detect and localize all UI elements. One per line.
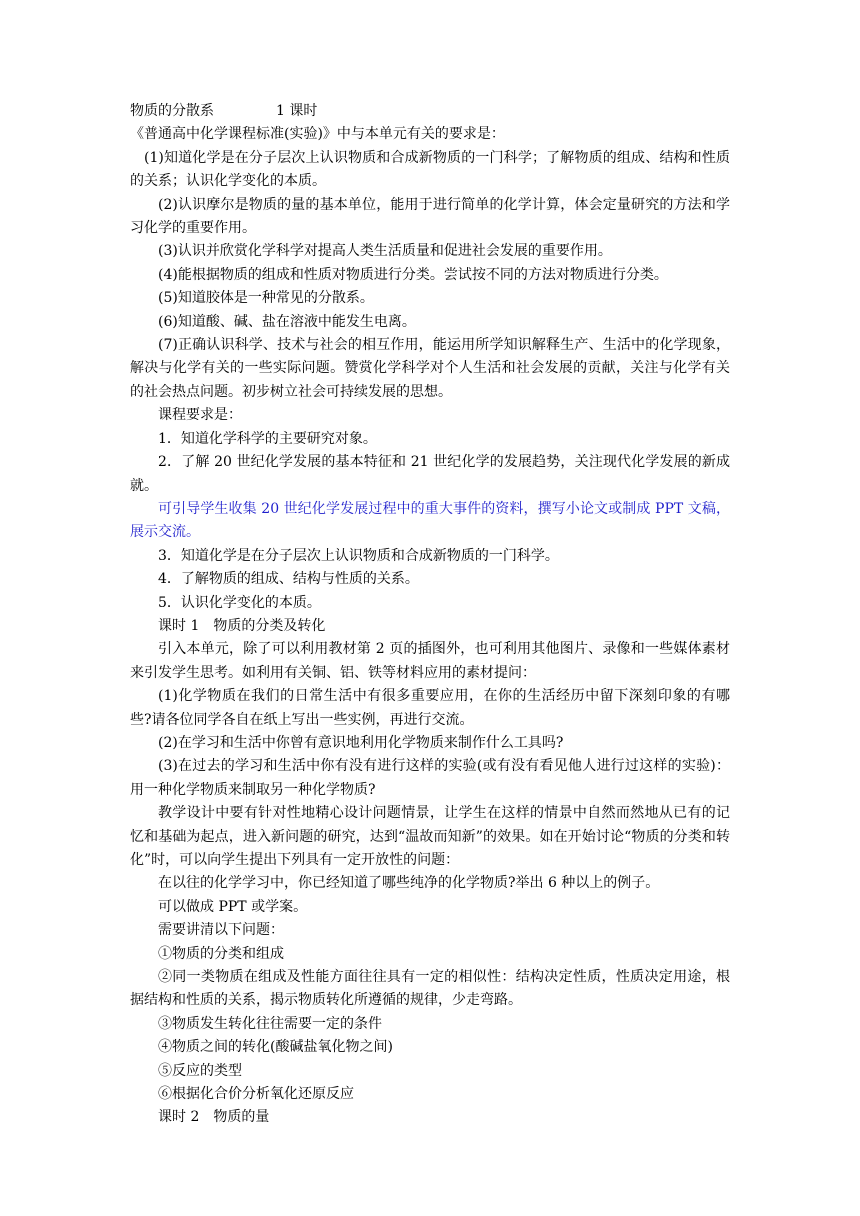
lesson-2-heading: 课时 2 物质的量	[158, 1109, 270, 1126]
lesson-1-question-3: (3)在过去的学习和生活中你有没有进行这样的实验(或有没有看见他人进行过这样的实验)：用一种化学物质来制取另一种化学物质?	[130, 758, 730, 798]
issue-item-4: ④物质之间的转化(酸碱盐氧化物之间)	[158, 1039, 393, 1056]
standard-item-3: (3)认识并欣赏化学科学对提高人类生活质量和促进社会发展的重要作用。	[158, 243, 612, 260]
teaching-design-paragraph: 教学设计中要有针对性地精心设计问题情景，让学生在这样的情景中自然而然地从已有的记忆和基础为起点，进入新问题的研究，达到“温故而知新”的效果。如在开始讨论“物质的分类和转化”时，可以向学生提出下列具有一定开放性的问题：	[130, 805, 730, 868]
issue-item-6: ⑥根据化合价分析氧化还原反应	[158, 1086, 354, 1103]
standard-item-4: (4)能根据物质的组成和性质对物质进行分类。尝试按不同的方法对物质进行分类。	[158, 266, 668, 283]
lesson-1-question-1: (1)化学物质在我们的日常生活中有很多重要应用，在你的生活经历中留下深刻印象的有哪些?请各位同学各自在纸上写出一些实例，再进行交流。	[130, 688, 730, 728]
standard-item-6: (6)知道酸、碱、盐在溶液中能发生电离。	[158, 313, 416, 330]
document-body	[130, 100, 730, 1130]
standard-item-5: (5)知道胶体是一种常见的分散系。	[158, 290, 374, 307]
course-requirement-2: 2．了解 20 世纪化学发展的基本特征和 21 世纪化学的发展趋势，关注现代化学发展的新成就。	[130, 454, 730, 494]
ppt-note: 可以做成 PPT 或学案。	[158, 898, 308, 915]
open-question: 在以往的化学学习中，你已经知道了哪些纯净的化学物质?举出 6 种以上的例子。	[158, 875, 660, 892]
document-title: 物质的分散系	[130, 103, 214, 119]
course-requirement-1: 1．知道化学科学的主要研究对象。	[158, 430, 377, 447]
course-requirement-4: 4．了解物质的组成、结构与性质的关系。	[158, 571, 419, 588]
lesson-1-heading: 课时 1 物质的分类及转化	[158, 617, 326, 634]
document-title-line	[130, 100, 730, 123]
issues-heading: 需要讲清以下问题：	[158, 922, 284, 939]
document-title-hours: 1 课时	[276, 103, 318, 119]
lesson-1-question-2: (2)在学习和生活中你曾有意识地利用化学物质来制作什么工具吗?	[158, 734, 564, 751]
issue-item-1: ①物质的分类和组成	[158, 945, 284, 962]
issue-item-2: ②同一类物质在组成及性能方面往往具有一定的相似性：结构决定性质，性质决定用途，根据结构和性质的关系，揭示物质转化所遵循的规律，少走弯路。	[130, 969, 730, 1009]
teaching-note-blue: 可引导学生收集 20 世纪化学发展过程中的重大事件的资料，撰写小论文或制成 PPT 文稿，展示交流。	[130, 500, 730, 541]
standard-item-2: (2)认识摩尔是物质的量的基本单位，能用于进行简单的化学计算，体会定量研究的方法和学习化学的重要作用。	[130, 196, 730, 237]
issue-item-5: ⑤反应的类型	[158, 1062, 242, 1079]
standard-item-1: (1)知道化学是在分子层次上认识物质和合成新物质的一门科学；了解物质的组成、结构和性质的关系；认识化学变化的本质。	[130, 149, 730, 190]
course-requirement-5: 5．认识化学变化的本质。	[158, 594, 321, 611]
lesson-1-intro: 引入本单元，除了可以利用教材第 2 页的插图外，也可利用其他图片、录像和一些媒体素材来引发学生思考。如利用有关铜、铝、铁等材料应用的素材提问：	[130, 641, 730, 681]
standard-item-7: (7)正确认识科学、技术与社会的相互作用，能运用所学知识解释生产、生活中的化学现象，解决与化学有关的一些实际问题。赞赏化学科学对个人生活和社会发展的贡献，关注与化学有关的社会热点问题。初步树立社会可持续发展的思想。	[130, 337, 730, 400]
issue-item-3: ③物质发生转化往往需要一定的条件	[158, 1015, 382, 1032]
course-requirement-3: 3．知道化学是在分子层次上认识物质和合成新物质的一门科学。	[158, 547, 559, 564]
standard-intro: 《普通高中化学课程标准(实验)》中与本单元有关的要求是：	[130, 126, 505, 143]
course-requirements-heading: 课程要求是：	[158, 407, 242, 424]
